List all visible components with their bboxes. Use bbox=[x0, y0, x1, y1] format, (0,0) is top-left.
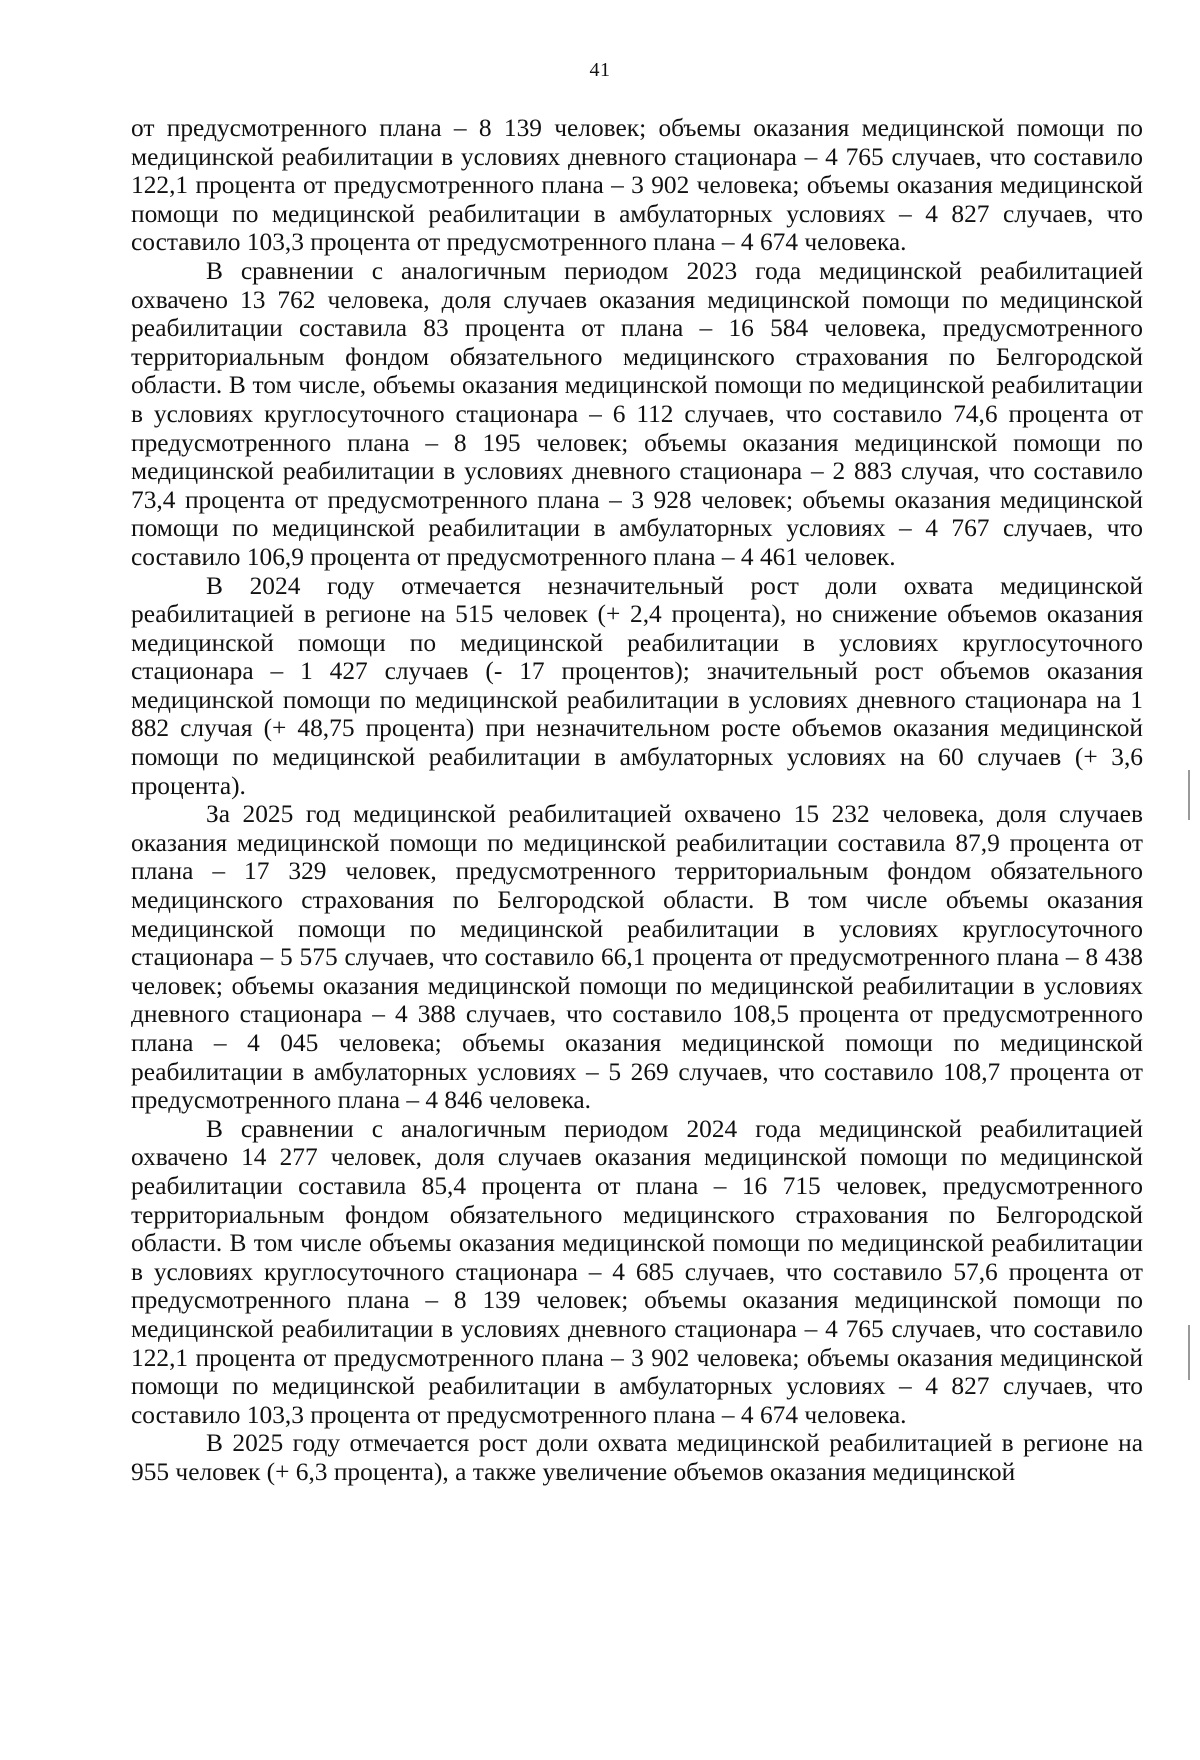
page-number: 41 bbox=[589, 59, 611, 81]
paragraph-2025-dynamics: В 2025 году отмечается рост доли охвата медицинской реабилитацией в регионе на 955 человек (+ 6,3 процента), а также увеличение объемов оказания медицинской bbox=[131, 1429, 1143, 1486]
document-body bbox=[131, 114, 1143, 1487]
paragraph-continuation: от предусмотренного плана – 8 139 человек; объемы оказания медицинской помощи по медицинской реабилитации в условиях дневного стационара – 4 765 случаев, что составило 122,1 процента от предусмотренного плана – 3 902 человека; объемы оказания медицинской помощи по медицинской реабилитации в амбулаторных условиях – 4 827 случаев, что составило 103,3 процента от предусмотренного плана – 4 674 человека. bbox=[131, 114, 1143, 257]
paragraph-2025-results: За 2025 год медицинской реабилитацией охвачено 15 232 человека, доля случаев оказания медицинской помощи по медицинской реабилитации составила 87,9 процента от плана – 17 329 человек, предусмотренного территориальным фондом обязательного медицинского страхования по Белгородской области. В том числе объемы оказания медицинской помощи по медицинской реабилитации в условиях круглосуточного стационара – 5 575 случаев, что составило 66,1 процента от предусмотренного плана – 8 438 человек; объемы оказания медицинской помощи по медицинской реабилитации в условиях дневного стационара – 4 388 случаев, что составило 108,5 процента от предусмотренного плана – 4 045 человека; объемы оказания медицинской помощи по медицинской реабилитации в амбулаторных условиях – 5 269 случаев, что составило 108,7 процента от предусмотренного плана – 4 846 человека. bbox=[131, 800, 1143, 1115]
scan-edge-mark bbox=[1188, 1325, 1190, 1380]
scan-edge-mark bbox=[1188, 770, 1190, 820]
paragraph-comparison-2023: В сравнении с аналогичным периодом 2023 года медицинской реабилитацией охвачено 13 762 человека, доля случаев оказания медицинской помощи по медицинской реабилитации составила 83 процента от плана – 16 584 человека, предусмотренного территориальным фондом обязательного медицинского страхования по Белгородской области. В том числе, объемы оказания медицинской помощи по медицинской реабилитации в условиях круглосуточного стационара – 6 112 случаев, что составило 74,6 процента от предусмотренного плана – 8 195 человек; объемы оказания медицинской помощи по медицинской реабилитации в условиях дневного стационара – 2 883 случая, что составило 73,4 процента от предусмотренного плана – 3 928 человек; объемы оказания медицинской помощи по медицинской реабилитации в амбулаторных условиях – 4 767 случаев, что составило 106,9 процента от предусмотренного плана – 4 461 человек. bbox=[131, 256, 1143, 571]
paragraph-comparison-2024: В сравнении с аналогичным периодом 2024 года медицинской реабилитацией охвачено 14 277 человек, доля случаев оказания медицинской помощи по медицинской реабилитации составила 85,4 процента от плана – 16 715 человек, предусмотренного территориальным фондом обязательного медицинского страхования по Белгородской области. В том числе объемы оказания медицинской помощи по медицинской реабилитации в условиях круглосуточного стационара – 4 685 случаев, что составило 57,6 процента от предусмотренного плана – 8 139 человек; объемы оказания медицинской помощи по медицинской реабилитации в условиях дневного стационара – 4 765 случаев, что составило 122,1 процента от предусмотренного плана – 3 902 человека; объемы оказания медицинской помощи по медицинской реабилитации в амбулаторных условиях – 4 827 случаев, что составило 103,3 процента от предусмотренного плана – 4 674 человека. bbox=[131, 1114, 1143, 1429]
paragraph-2024-dynamics: В 2024 году отмечается незначительный рост доли охвата медицинской реабилитацией в регионе на 515 человек (+ 2,4 процента), но снижение объемов оказания медицинской помощи по медицинской реабилитации в условиях круглосуточного стационара – 1 427 случаев (- 17 процентов); значительный рост объемов оказания медицинской помощи по медицинской реабилитации в условиях дневного стационара на 1 882 случая (+ 48,75 процента) при незначительном росте объемов оказания медицинской помощи по медицинской реабилитации в амбулаторных условиях на 60 случаев (+ 3,6 процента). bbox=[131, 571, 1143, 800]
